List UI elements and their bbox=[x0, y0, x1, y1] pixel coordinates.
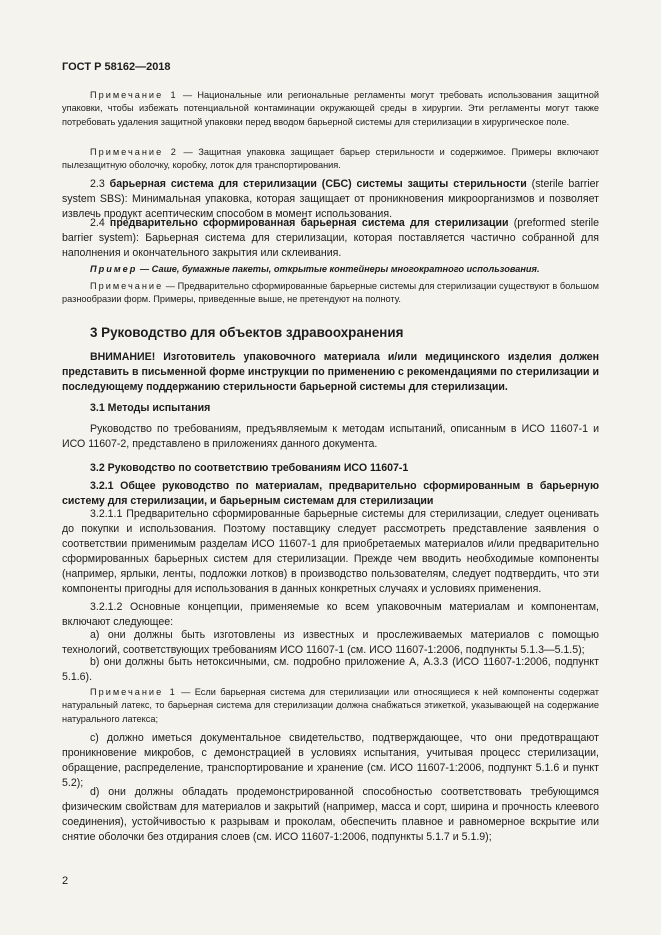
note-3 bbox=[62, 280, 599, 307]
note-text: — Если барьерная система для стерилизации или относящиеся к ней компоненты содержат натуральный латекс, то барьерная система для стерилизации должна снабжаться этикеткой, указывающей на содержание натурального латекса; bbox=[62, 687, 599, 724]
term-definition: (preformed sterile barrier system): Барьерная система для стерилизации, которая поставляется частично собранной для наполнения и окончательного закрытия или склеивания. bbox=[62, 217, 599, 260]
term-number: 2.4 bbox=[90, 217, 110, 229]
section-3-1-title: 3.1 Методы испытания bbox=[90, 402, 211, 414]
section-3-2-title: 3.2 Руководство по соответствию требованиям ИСО 11607-1 bbox=[90, 462, 409, 474]
note-text: — Защитная упаковка защищает барьер стерильности и содержимое. Примеры включают пылезащитную оболочку, коробку, лоток для транспортирования. bbox=[62, 147, 599, 171]
list-item-a: а) они должны быть изготовлены из известных и прослеживаемых материалов с помощью технологий, соответствующих требованиям ИСО 11607-1 (см. ИСО 11607-1:2006, подпункты 5.1.3—5.1.5); bbox=[62, 629, 599, 657]
note-1 bbox=[62, 89, 599, 129]
paragraph-3-2-1-2: 3.2.1.2 Основные концепции, применяемые ко всем упаковочным материалам и компонентам, включают следующее: bbox=[62, 601, 599, 629]
term-2-4 bbox=[62, 216, 599, 261]
note-text: — Национальные или региональные регламенты могут требовать использования защитной упаковки, чтобы избежать потенциальной контаминации окружающей среды в хирургии. Эти регламенты могут также потребовать удаления защитной упаковки перед вводом барьерной системы для стерилизации в хирургическое поле. bbox=[62, 90, 599, 127]
example-label: Пример bbox=[90, 264, 138, 274]
document-code: ГОСТ Р 58162—2018 bbox=[62, 61, 171, 73]
paragraph-3-2-1-1: 3.2.1.1 Предварительно сформированные барьерные системы для стерилизации, следует оценивать до покупки и использования. Поэтому поставщику следует рассмотреть представление заявления о соответствии применимым разделам ИСО 11607-1 для приобретаемых материалов и/или предварительно сформированных барьерных систем для стерилизации. Прежде чем вводить необходимые компоненты (например, ярлыки, ленты, подложки лотков) в производство пользователям, следует подтвердить, что эти компоненты пригодны для использования в данных конкретных случаях и условиях применения. bbox=[62, 508, 599, 596]
term-name: барьерная система для стерилизации (СБС) системы защиты стерильности bbox=[109, 178, 527, 190]
note-2 bbox=[62, 146, 599, 173]
note-label: Примечание 1 bbox=[90, 687, 177, 697]
term-name: предварительно сформированная барьерная система для стерилизации bbox=[109, 217, 509, 229]
section-3-2-1-title: 3.2.1 Общее руководство по материалам, предварительно сформированным в барьерную систему для стерилизации, и барьерным системам для стерилизации bbox=[62, 480, 599, 508]
note-label: Примечание bbox=[90, 281, 164, 291]
page-number: 2 bbox=[62, 875, 69, 887]
section-3-title: 3 Руководство для объектов здравоохранения bbox=[90, 325, 404, 340]
example bbox=[62, 263, 599, 276]
note-label: Примечание 2 bbox=[90, 147, 178, 157]
list-item-b: b) они должны быть нетоксичными, см. подробно приложение А, А.3.3 (ИСО 11607-1:2006, подпункт 5.1.6). bbox=[62, 656, 599, 684]
warning: ВНИМАНИЕ! Изготовитель упаковочного материала и/или медицинского изделия должен представить в письменной форме инструкции по применению с рекомендациями по стерилизации и последующему поддержанию стерильности барьерной системы для стерилизации. bbox=[62, 351, 599, 394]
example-text: — Саше, бумажные пакеты, открытые контейнеры многократного использования. bbox=[137, 264, 540, 274]
note-label: Примечание 1 bbox=[90, 90, 178, 100]
term-number: 2.3 bbox=[90, 178, 110, 190]
term-definition: (sterile barrier system SBS): Минимальная упаковка, которая защищает от проникновения микроорганизмов и позволяет извлечь продукт асептическим способом в момент использования. bbox=[62, 178, 599, 221]
list-item-d: d) они должны обладать продемонстрированной способностью соответствовать требующимся физическим свойствам для материалов и закрытий (например, масса и сорт, ширина и прочность клеевого соединения), устойчивостью к разрывам и проколам, обеспечить плавное и равномерное вскрытие или снятие оболочки без отдирания слоев (см. ИСО 11607-1:2006, подпункты 5.1.7 и 5.1.9); bbox=[62, 786, 599, 844]
note-4 bbox=[62, 686, 599, 726]
note-text: — Предварительно сформированные барьерные системы для стерилизации существуют в большом разнообразии форм. Примеры, приведенные выше, не претендуют на полноту. bbox=[62, 281, 599, 305]
section-3-1-text: Руководство по требованиям, предъявляемым к методам испытаний, описанным в ИСО 11607-1 и ИСО 11607-2, представлено в приложениях данного документа. bbox=[62, 423, 599, 451]
list-item-c: с) должно иметься документальное свидетельство, подтверждающее, что они предотвращают проникновение микробов, с демонстрацией в условиях испытания, учитывая процесс стерилизации, обращение, распределение, транспортирование и хранение (см. ИСО 11607-1:2006, подпункт 5.1.6 и пункт 5.2); bbox=[62, 732, 599, 790]
